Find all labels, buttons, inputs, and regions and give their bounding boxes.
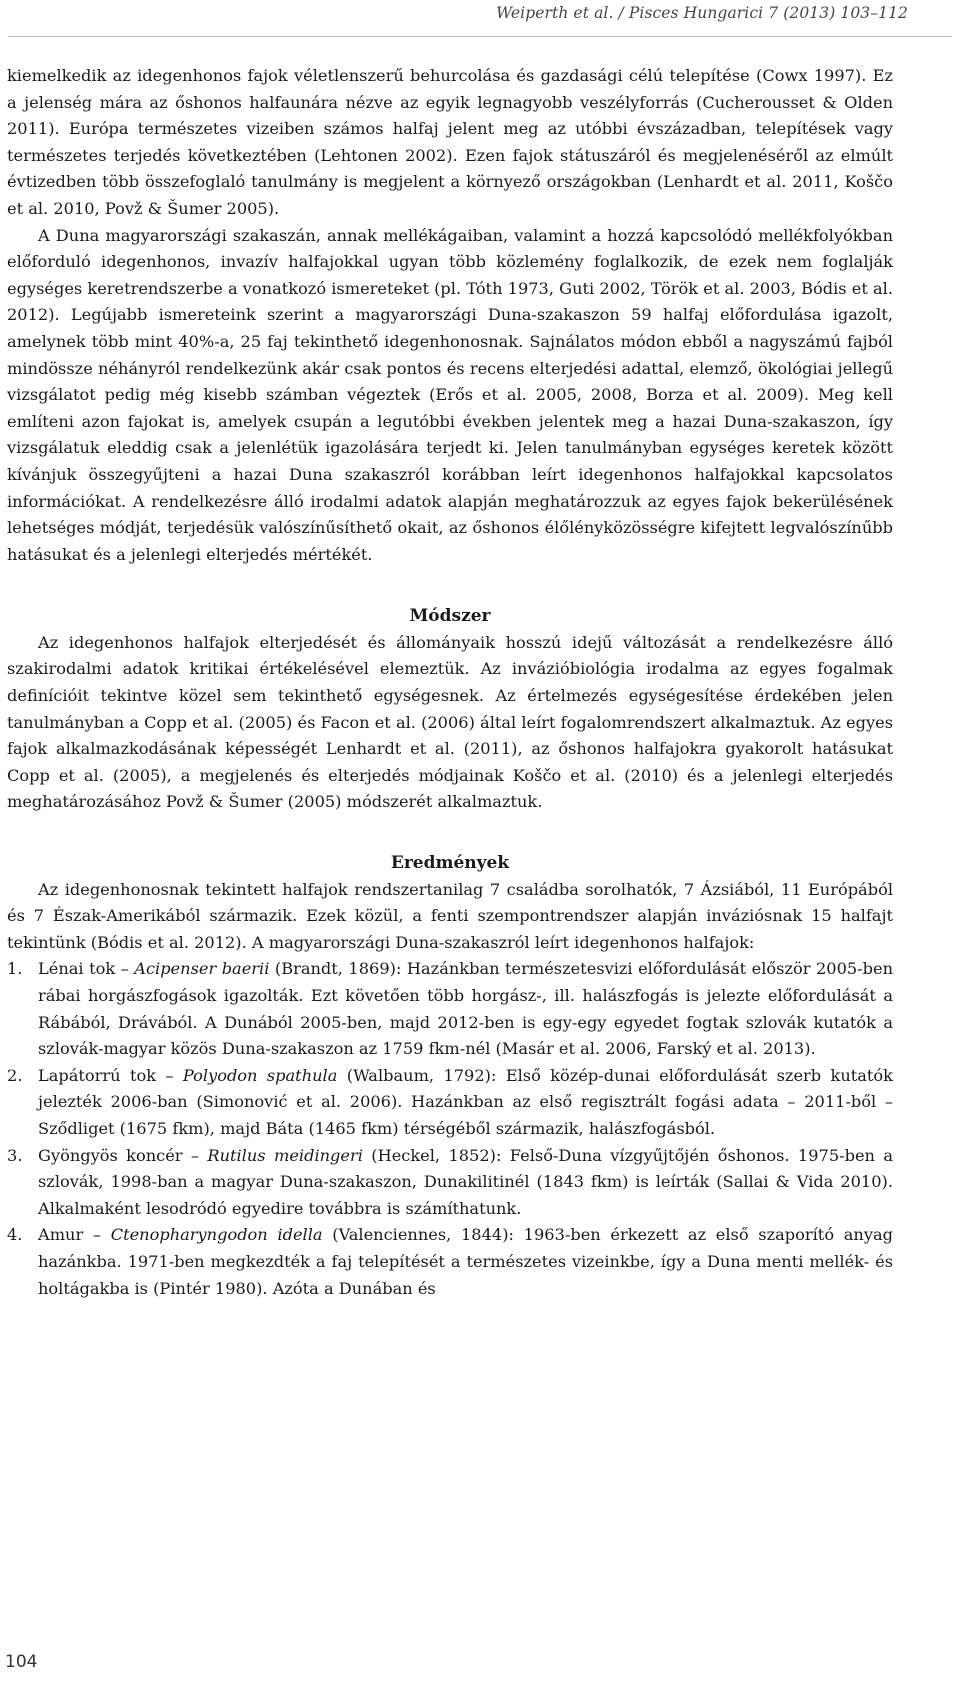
species-scientific-name: Acipenser baerii	[134, 959, 270, 979]
intro-paragraph-2: A Duna magyarországi szakaszán, annak mellékágaiban, valamint a hozzá kapcsolódó mellékfolyókban előforduló idegenhonos, invazív halfajokkal ugyan több közlemény foglalkozik, de ezek nem foglalják egységes keretrendszerbe a vonatkozó ismereteket (pl. Tóth 1973, Guti 2002, Török et al. 2003, Bódis et al. 2012). Legújabb ismereteink szerint a magyarországi Duna-szakaszon 59 halfaj előfordulása igazolt, amelynek több mint 40%-a, 25 faj tekinthető idegenhonosnak. Sajnálatos módon ebből a nagyszámú fajból mindössze néhányról rendelkezünk akár csak pontos és recens elterjedési adattal, elemző, ökológiai jellegű vizsgálatot pedig még kisebb számban végeztek (Erős et al. 2005, 2008, Borza et al. 2009). Meg kell említeni azon fajokat is, amelyek csupán a legutóbbi években jelentek meg a hazai Duna-szakaszon, így vizsgálatuk eleddig csak a jelenlétük igazolására terjedt ki. Jelen tanulmányban egységes keretek között kívánjuk összegyűjteni a hazai Duna szakaszról korábban leírt idegenhonos halfajokkal kapcsolatos információkat. A rendelkezésre álló irodalmi adatok alapján meghatározzuk az egyes fajok bekerülésének lehetséges módját, terjedésük valószínűsíthető okait, az őshonos élőlényközösségre kifejtett legvalószínűbb hatásukat és a jelenlegi elterjedés mértékét.	[7, 225, 893, 564]
species-scientific-name: Polyodon spathula	[182, 1065, 338, 1085]
results-heading: Eredmények	[390, 853, 510, 874]
page-body	[7, 63, 893, 1302]
methods-paragraph: Az idegenhonos halfajok elterjedését és állományaik hosszú idejű változását a rendelkezésre álló szakirodalmi adatok kritikai értékelésével elemeztük. Az invázióbiológia irodalma az egyes fogalmak definícióit tekintve közel sem tekinthető egységesnek. Az értelmezés egységesítése érdekében jelen tanulmányban a Copp et al. (2005) és Facon et al. (2006) által leírt fogalomrendszert alkalmaztuk. Az egyes fajok alkalmazkodásának képességét Lenhardt et al. (2011), az őshonos halfajokra gyakorolt hatásukat Copp et al. (2005), a megjelenés és elterjedés módjainak Koščo et al. (2010) és a jelenlegi elterjedés meghatározásához Povž & Šumer (2005) módszerét alkalmaztuk.	[7, 632, 893, 812]
header-rule	[8, 36, 952, 37]
species-description: (Brandt, 1869): Hazánkban természetesvizi előfordulását először 2005-ben rábai horgászfogások igazolták. Ezt követően több horgász-, ill. halászfogás is jelezte előfordulását a Rábából, Drávából. A Dunából 2005-ben, majd 2012-ben is egy-egy egyedet fogtak szlovák kutatók a szlovák-magyar közös Duna-szakaszon az 1759 fkm-nél (Masár et al. 2006, Farský et al. 2013).	[38, 959, 894, 1059]
species-number: 1.	[7, 959, 23, 979]
species-common-name: Amur	[38, 1225, 84, 1245]
species-dash: –	[182, 1145, 208, 1165]
species-number: 2.	[7, 1065, 23, 1085]
section-spacer	[7, 568, 893, 603]
species-dash: –	[83, 1225, 111, 1245]
running-header: Weiperth et al. / Pisces Hungarici 7 (2013) 103–112	[496, 4, 908, 22]
species-item	[7, 1063, 893, 1143]
species-item	[7, 1143, 893, 1223]
species-common-name: Lénai tok	[38, 959, 116, 979]
results-paragraph: Az idegenhonosnak tekintett halfajok rendszertanilag 7 családba sorolhatók, 7 Ázsiából, 11 Európából és 7 Észak-Amerikából származik. Ezek közül, a fenti szempontrendszer alapján inváziósnak 15 halfajt tekintünk (Bódis et al. 2012). A magyarországi Duna-szakaszról leírt idegenhonos halfajok:	[7, 879, 893, 952]
species-scientific-name: Rutilus meidingeri	[207, 1145, 363, 1165]
species-number: 4.	[7, 1225, 23, 1245]
species-item	[7, 956, 893, 1062]
section-spacer	[7, 816, 893, 850]
species-description: (Heckel, 1852): Felső-Duna vízgyűjtőjén őshonos. 1975-ben a szlovák, 1998-ban a magyar Duna-szakaszon, Dunakilitinél (1843 fkm) is leírták (Sallai & Vida 2010). Alkalmaként lesodródó egyedire továbbra is számíthatunk.	[38, 1145, 893, 1218]
species-dash: –	[115, 959, 135, 979]
intro-paragraph-1: kiemelkedik az idegenhonos fajok véletlenszerű behurcolása és gazdasági célú telepítése (Cowx 1997). Ez a jelenség mára az őshonos halfaunára nézve az egyik legnagyobb veszélyforrás (Cucherousset & Olden 2011). Európa természetes vizeiben számos halfaj jelent meg az utóbbi évszázadban, telepítések vagy természetes terjedés következtében (Lehtonen 2002). Ezen fajok státuszáról és megjelenéséről az elmúlt évtizedben több összefoglaló tanulmány is megjelent a környező országokban (Lenhardt et al. 2011, Koščo et al. 2010, Povž & Šumer 2005).	[7, 66, 893, 218]
species-scientific-name: Ctenopharyngodon idella	[110, 1225, 323, 1245]
species-common-name: Gyöngyös koncér	[38, 1145, 183, 1165]
species-description: (Walbaum, 1792): Első közép-dunai előfordulását szerb kutatók jelezték 2006-ban (Simonović et al. 2006). Hazánkban az első regisztrált fogási adata – 2011-ből – Sződliget (1675 fkm), majd Báta (1465 fkm) térségéből származik, halászfogásból.	[38, 1065, 893, 1138]
species-common-name: Lapátorrú tok	[38, 1065, 157, 1085]
species-item	[7, 1222, 893, 1302]
species-description: (Valenciennes, 1844): 1963-ben érkezett az első szaporító anyag hazánkba. 1971-ben megkezdték a faj telepítését a természetes vizeinkbe, így a Duna menti mellék- és holtágakba is (Pintér 1980). Azóta a Dunában és	[38, 1225, 893, 1298]
species-dash: –	[156, 1065, 183, 1085]
species-number: 3.	[7, 1145, 23, 1165]
species-list	[7, 956, 893, 1302]
page-number: 104	[5, 1652, 38, 1672]
methods-heading: Módszer	[409, 606, 491, 627]
